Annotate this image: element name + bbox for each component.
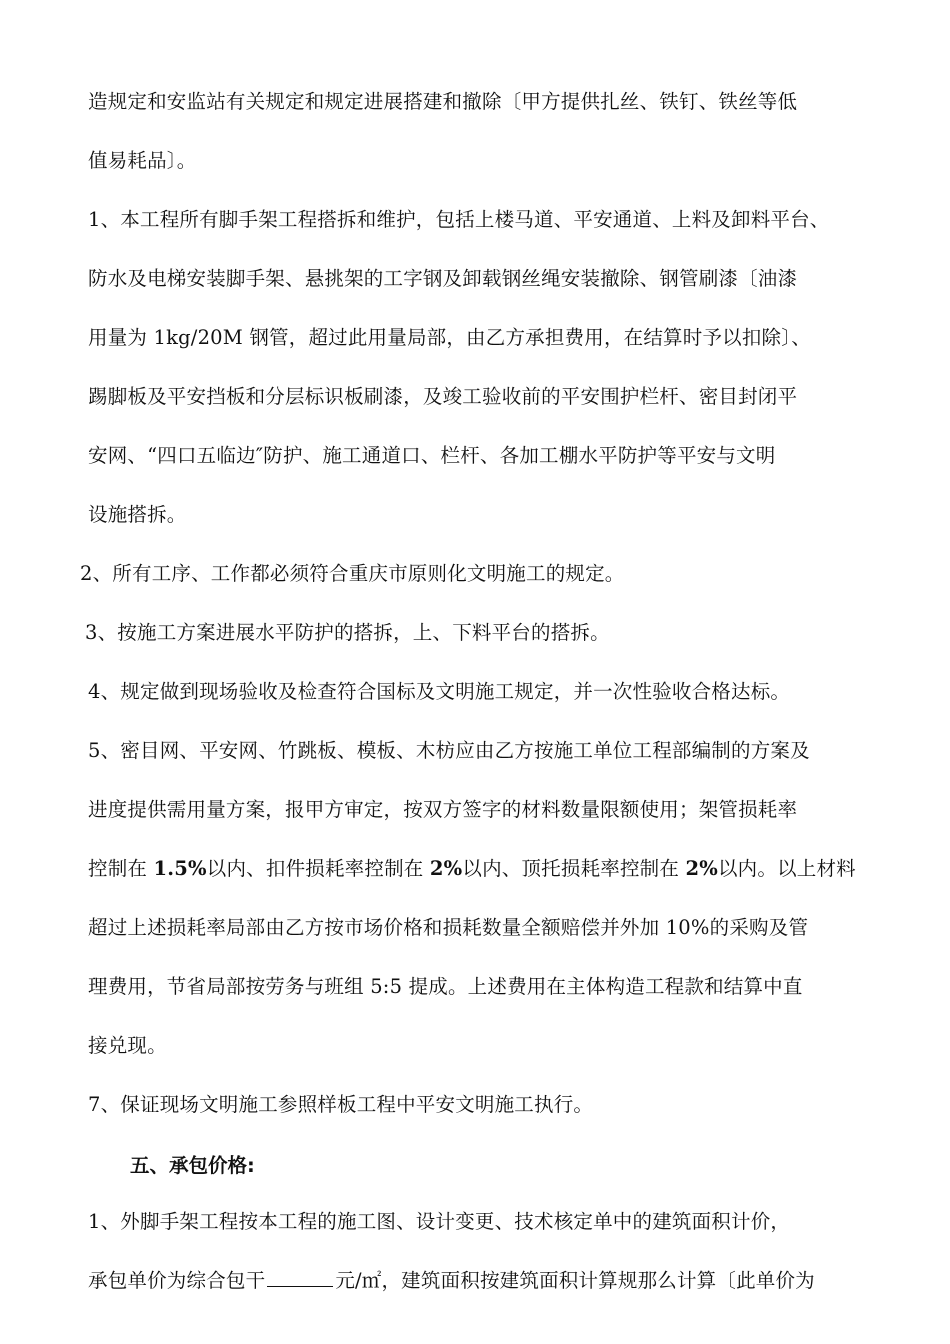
item-5-line: 5、密目网、平安网、竹跳板、模板、木枋应由乙方按施工单位工程部编制的方案及 <box>88 739 810 762</box>
item-5-line: 进度提供需用量方案，报甲方审定，按双方签字的材料数量限额使用；架管损耗率 <box>88 798 798 821</box>
section-heading: 五、承包价格: <box>130 1154 255 1177</box>
item-1-line: 安网、“四口五临边″防护、施工通道口、栏杆、各加工棚水平防护等平安与文明 <box>88 444 776 467</box>
item-1-line: 踢脚板及平安挡板和分层标识板刷漆，及竣工验收前的平安围护栏杆、密目封闭平 <box>88 385 798 408</box>
text-span: 以内、顶托损耗率控制在 <box>462 857 686 880</box>
bold-value: 2% <box>429 857 463 880</box>
text-span: 以内、扣件损耗率控制在 <box>206 857 430 880</box>
item-1-line: 防水及电梯安装脚手架、悬挑架的工字钢及卸载钢丝绳安装撤除、钢管刷漆〔油漆 <box>88 267 798 290</box>
paragraph-line: 值易耗品〕。 <box>88 149 197 172</box>
paragraph-line: 造规定和安监站有关规定和规定进展搭建和撤除〔甲方提供扎丝、铁钉、铁丝等低 <box>88 90 798 113</box>
item-3: 3、按施工方案进展水平防护的搭拆，上、下料平台的搭拆。 <box>85 621 610 644</box>
item-4: 4、规定做到现场验收及检查符合国标及文明施工规定，并一次性验收合格达标。 <box>88 680 791 703</box>
text-span: 承包单价为综合包干 <box>88 1269 266 1292</box>
item-1-line: 1、本工程所有脚手架工程搭拆和维护，包括上楼马道、平安通道、上料及卸料平台、 <box>88 208 830 231</box>
text-span: 元/㎡，建筑面积按建筑面积计算规那么计算〔此单价为 <box>335 1269 815 1292</box>
item-5-line: 接兑现。 <box>88 1034 167 1057</box>
item-1-line: 设施搭拆。 <box>88 503 187 526</box>
text-span: 以内。以上材料 <box>717 857 856 880</box>
item-5-line <box>88 856 856 882</box>
price-item-1-line <box>88 1268 815 1294</box>
item-7: 7、保证现场文明施工参照样板工程中平安文明施工执行。 <box>88 1093 594 1116</box>
item-5-line: 超过上述损耗率局部由乙方按市场价格和损耗数量全额赔偿并外加 10%的采购及管 <box>88 916 809 939</box>
bold-value: 2% <box>685 857 718 880</box>
blank-fill-line <box>267 1268 333 1287</box>
price-item-1-line: 1、外脚手架工程按本工程的施工图、设计变更、技术核定单中的建筑面积计价， <box>88 1210 791 1233</box>
bold-value: 1.5% <box>153 857 207 880</box>
item-1-line: 用量为 1kg/20M 钢管，超过此用量局部，由乙方承担费用，在结算时予以扣除〕、 <box>88 326 811 349</box>
item-5-line: 理费用，节省局部按劳务与班组 5:5 提成。上述费用在主体构造工程款和结算中直 <box>88 975 803 998</box>
item-2: 2、所有工序、工作都必须符合重庆市原则化文明施工的规定。 <box>80 562 625 585</box>
text-span: 控制在 <box>88 857 154 880</box>
